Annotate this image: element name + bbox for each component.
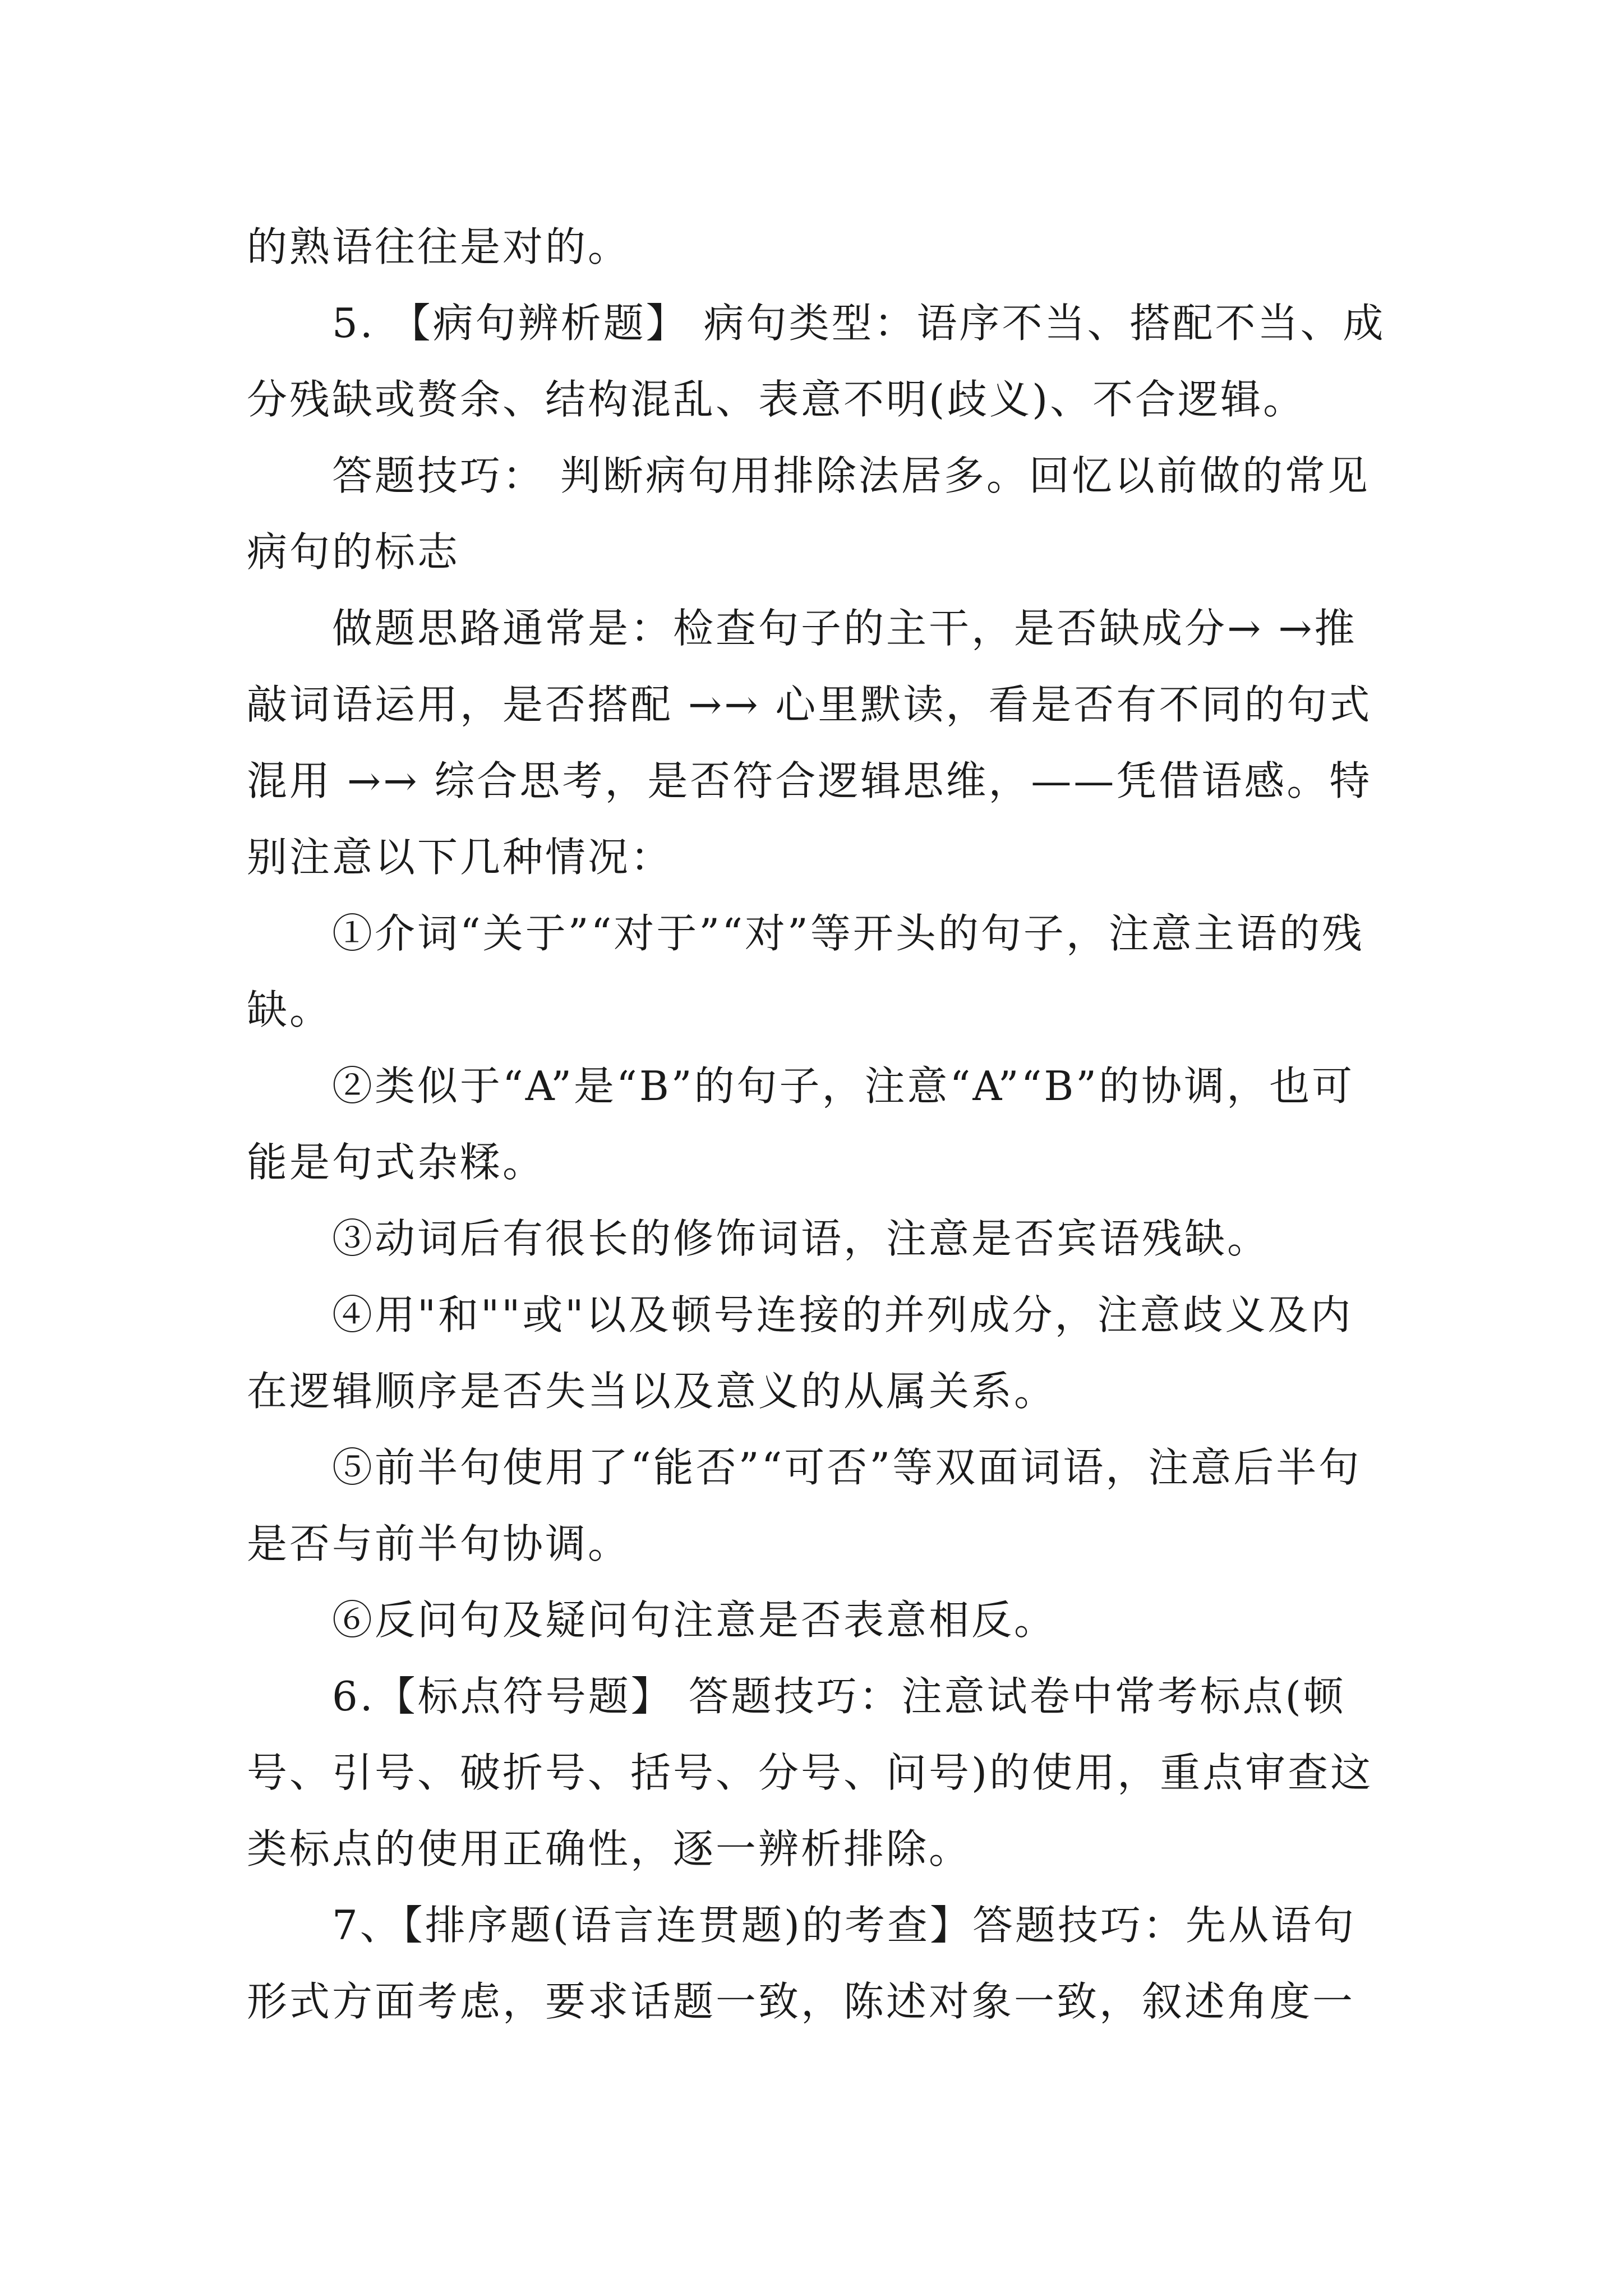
paragraph-note-1: ①介词“关于”“对于”“对”等开头的句子，注意主语的残缺。 [247, 910, 1364, 1033]
paragraph-sentence-error-types: 5. 【病句辨析题】 病句类型：语序不当、搭配不当、成分残缺或赘余、结构混乱、表意不明(歧义)、不合逻辑。 [247, 300, 1386, 423]
paragraph-answer-tips: 答题技巧： 判断病句用排除法居多。回忆以前做的常见病句的标志 [247, 452, 1370, 576]
paragraph-ordering: 7、【排序题(语言连贯题)的考查】答题技巧：先从语句形式方面考虑，要求话题一致，陈述对象一致，叙述角度一 [247, 1902, 1356, 2025]
document-body [247, 209, 1391, 2040]
paragraph-punctuation: 6.【标点符号题】 答题技巧：注意试卷中常考标点(顿号、引号、破折号、括号、分号、问号)的使用，重点审查这类标点的使用正确性，逐一辨析排除。 [247, 1673, 1373, 1872]
paragraph-continuation: 的熟语往往是对的。 [247, 223, 631, 270]
paragraph-note-4: ④用"和""或"以及顿号连接的并列成分，注意歧义及内在逻辑顺序是否失当以及意义的从属关系。 [247, 1291, 1353, 1415]
paragraph-note-6: ⑥反问句及疑问句注意是否表意相反。 [332, 1596, 1057, 1644]
paragraph-note-2: ②类似于“A”是“B”的句子，注意“A”“B”的协调，也可能是句式杂糅。 [247, 1062, 1355, 1186]
paragraph-note-5: ⑤前半句使用了“能否”“可否”等双面词语，注意后半句是否与前半句协调。 [247, 1444, 1362, 1567]
paragraph-note-3: ③动词后有很长的修饰词语，注意是否宾语残缺。 [332, 1215, 1270, 1262]
paragraph-thinking-steps: 做题思路通常是：检查句子的主干，是否缺成分→ →推敲词语运用，是否搭配 →→ 心里默读，看是否有不同的句式混用 →→ 综合思考，是否符合逻辑思维，——凭借语感。特别注意以下几种情况： [247, 605, 1372, 881]
